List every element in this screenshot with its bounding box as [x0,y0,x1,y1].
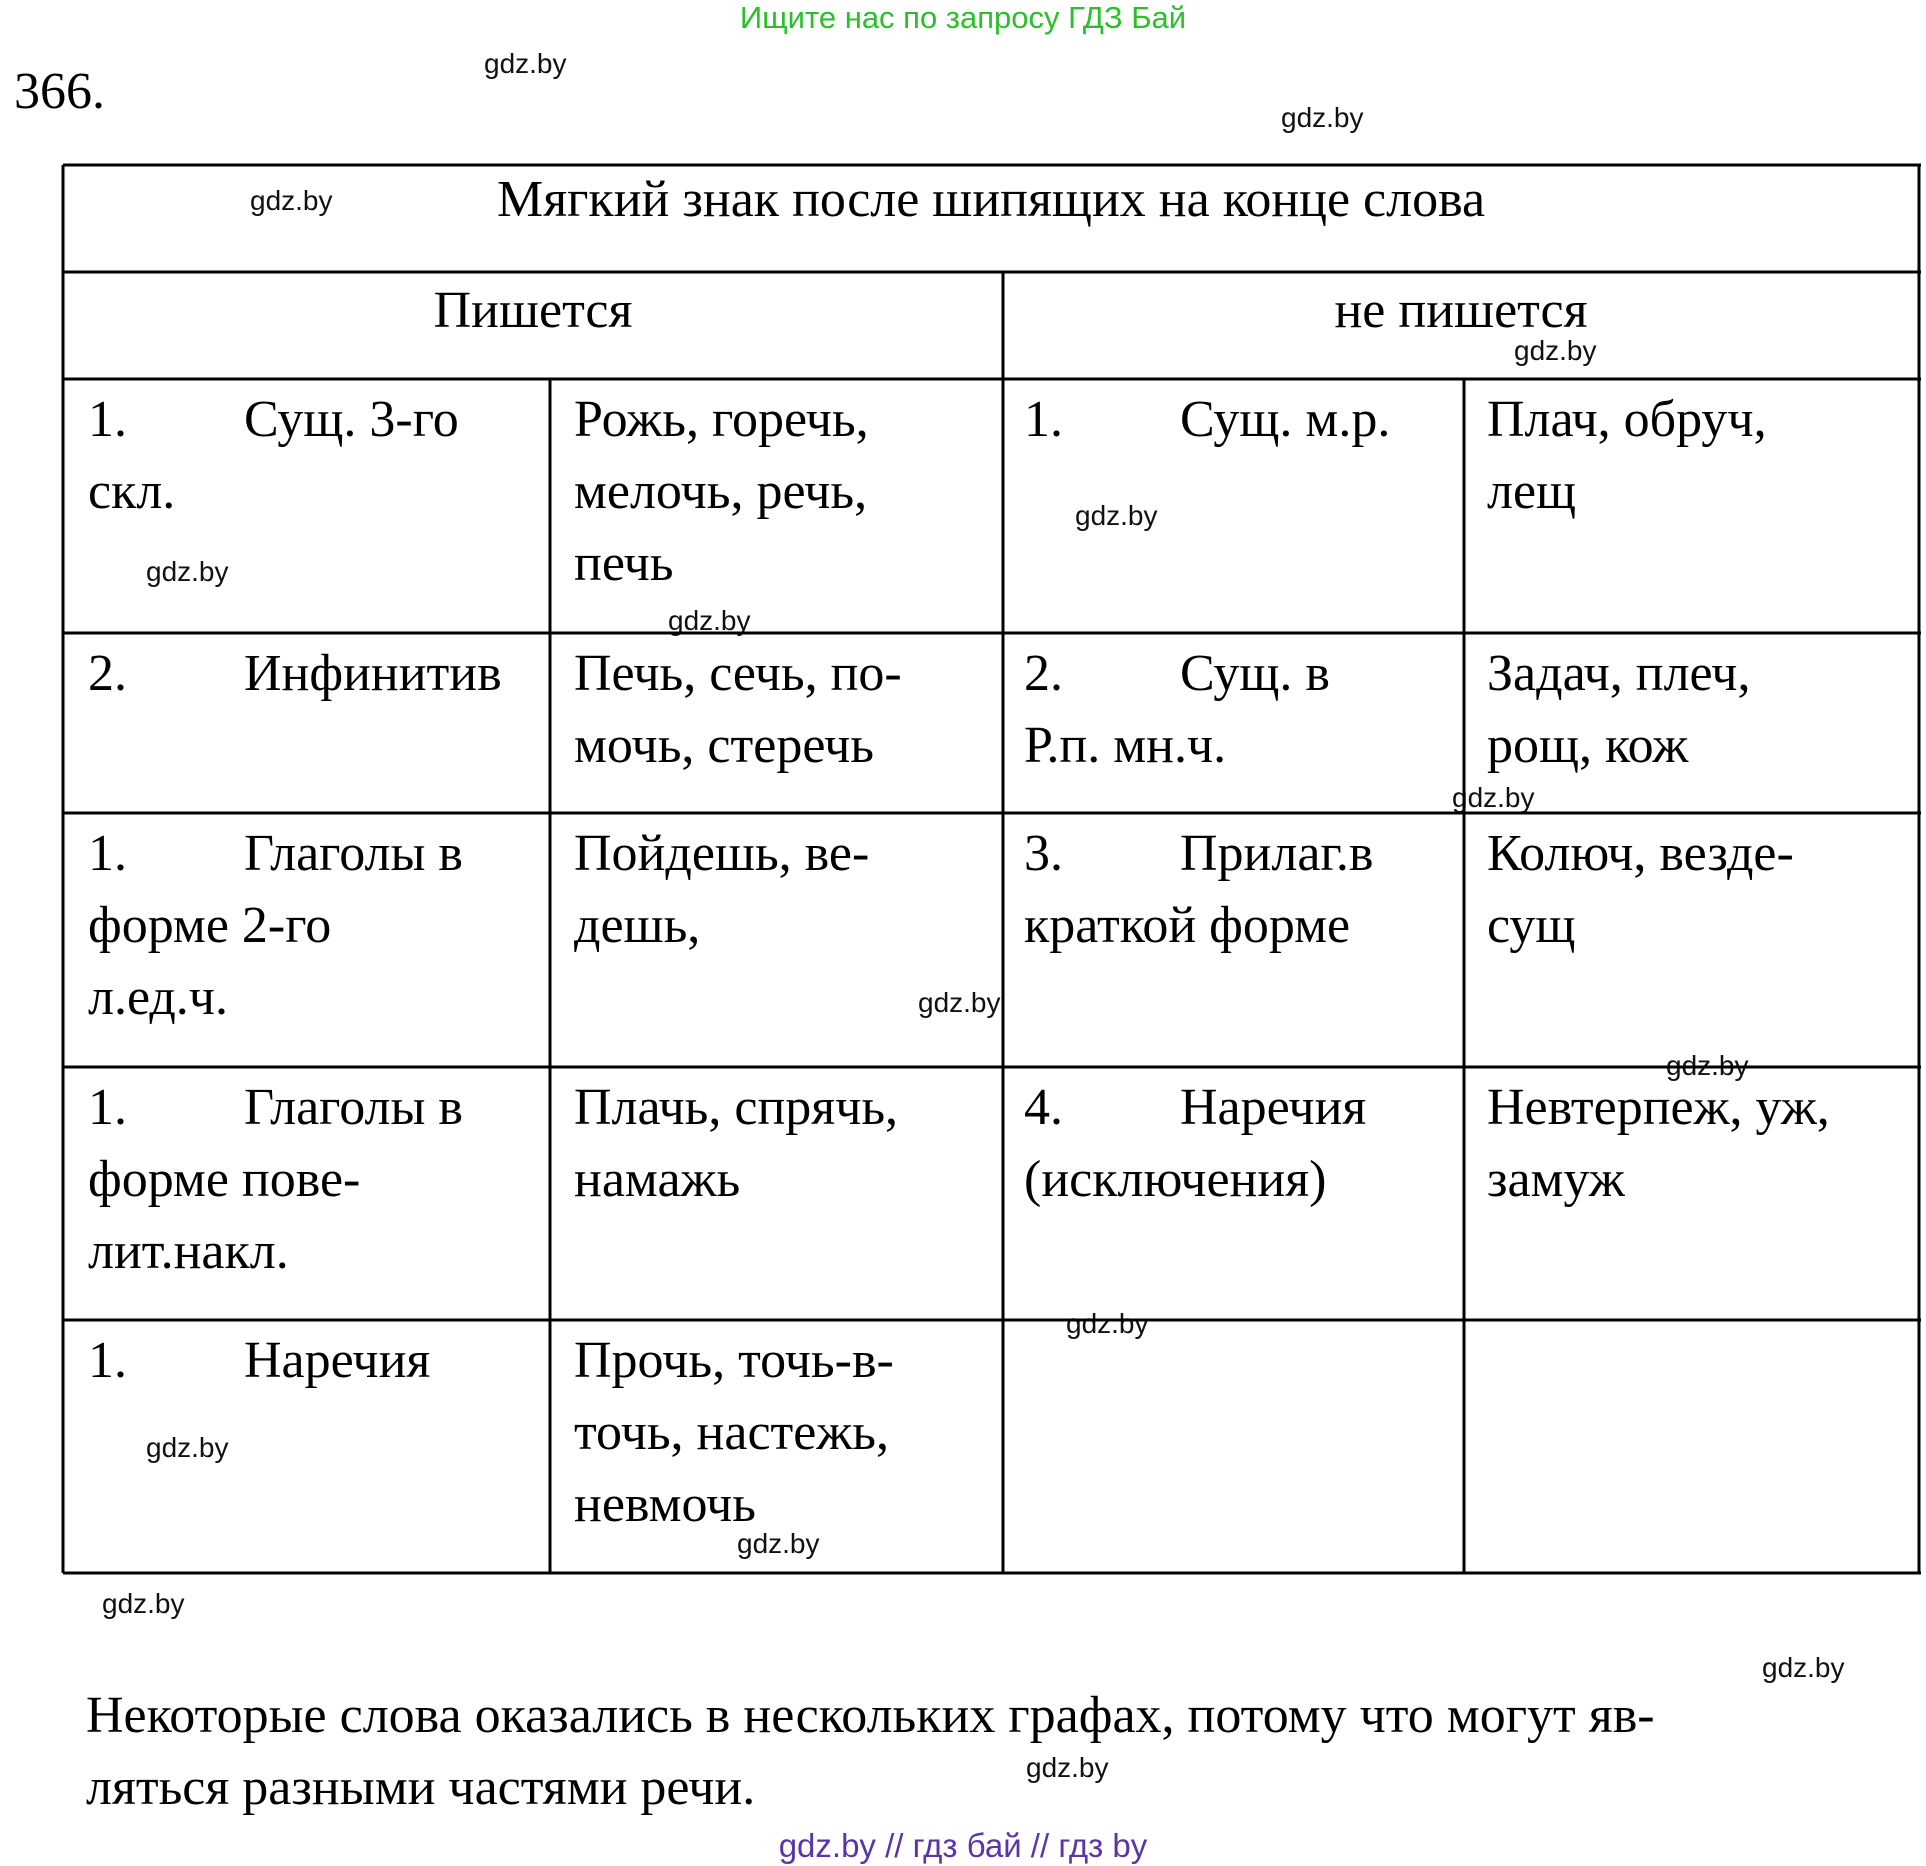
not-rule-cell [1024,638,1330,782]
example-line: Печь, сечь, по- [574,645,902,702]
search-banner: Ищите нас по запросу ГДЗ Бай [739,0,1187,35]
watermark: gdz.by [146,1432,229,1463]
example-line: сущ [1487,897,1576,954]
table-row [88,1325,430,1397]
not-examples-cell [1487,384,1767,528]
watermark: gdz.by [1281,102,1364,133]
watermark: gdz.by [484,48,567,79]
rule-line: 1. Глаголы в [88,825,463,882]
rule-line: (исключения) [1024,1151,1327,1208]
example-line: Невтерпеж, уж, [1487,1079,1830,1136]
watermark: gdz.by [1066,1308,1149,1339]
example-line: Рожь, горечь, [574,391,869,448]
rule-line: 1. Глаголы в [88,1079,463,1136]
example-line: печь [574,535,674,592]
table-row [88,818,463,1034]
not-rule-cell [1024,1072,1366,1216]
example-line: мелочь, речь, [574,463,868,520]
example-line: Прочь, точь-в- [574,1332,894,1389]
rule-line: 2. Инфинитив [88,645,502,702]
rule-line: 1. Наречия [88,1332,431,1389]
watermark: gdz.by [1666,1050,1749,1081]
not-examples-cell [1487,818,1794,962]
rule-line: лит.накл. [88,1223,289,1280]
watermark: gdz.by [1026,1752,1109,1783]
column-header-written: Пишется [433,282,633,339]
watermark: gdz.by [102,1588,185,1619]
example-line: дешь, [574,897,701,954]
example-line: точь, настежь, [574,1404,889,1461]
watermark: gdz.by [146,556,229,587]
rule-line: 4. Наречия [1024,1079,1367,1136]
rule-line: 3. Прилаг.в [1024,825,1374,882]
rule-line: 1. Сущ. м.р. [1024,391,1391,448]
not-examples-cell [1487,1072,1830,1216]
example-line: намажь [574,1151,741,1208]
note-line: ляться разными частями речи. [86,1759,756,1816]
rule-line: краткой форме [1024,897,1351,954]
column-header-not-written: не пишется [1334,282,1588,339]
example-line: лещ [1487,463,1577,520]
not-rule-cell [1024,818,1373,962]
rule-line: 1. Сущ. 3-го [88,391,459,448]
not-examples-cell [1487,638,1750,782]
example-line: Плачь, спрячь, [574,1079,899,1136]
watermark: gdz.by [250,185,333,216]
example-line: мочь, стеречь [574,717,874,774]
table-row [88,638,502,710]
table-row [88,384,459,528]
table-title: Мягкий знак после шипящих на конце слова [496,171,1486,228]
watermark: gdz.by [1514,335,1597,366]
examples-cell [574,384,869,600]
example-line: Плач, обруч, [1487,391,1767,448]
note-line: Некоторые слова оказались в нескольких графах, потому что могут яв- [86,1687,1655,1744]
examples-cell [574,818,869,962]
watermark: gdz.by [918,987,1001,1018]
watermark: gdz.by [1075,500,1158,531]
examples-cell [574,1072,898,1216]
example-line: Колюч, везде- [1487,825,1794,882]
watermark: gdz.by [1452,782,1535,813]
rule-line: форме 2-го [88,897,332,954]
not-rule-cell [1024,384,1390,456]
rule-line: 2. Сущ. в [1024,645,1330,702]
rule-line: скл. [88,463,176,520]
example-line: рощ, кож [1487,717,1689,774]
watermark: gdz.by [668,605,751,636]
table-row [88,1072,463,1288]
examples-cell [574,1325,894,1541]
example-line: Задач, плеч, [1487,645,1751,702]
example-line: Пойдешь, ве- [574,825,870,882]
watermark: gdz.by [1762,1652,1845,1683]
rule-line: форме пове- [88,1151,361,1208]
example-line: замуж [1487,1151,1625,1208]
example-line: невмочь [574,1476,756,1533]
rule-line: л.ед.ч. [88,969,228,1026]
examples-cell [574,638,902,782]
footer-links[interactable]: gdz.by // гдз бай // гдз by [778,1827,1148,1864]
rule-line: Р.п. мн.ч. [1024,717,1227,774]
exercise-number: 366. [14,63,105,120]
watermark: gdz.by [737,1528,820,1559]
